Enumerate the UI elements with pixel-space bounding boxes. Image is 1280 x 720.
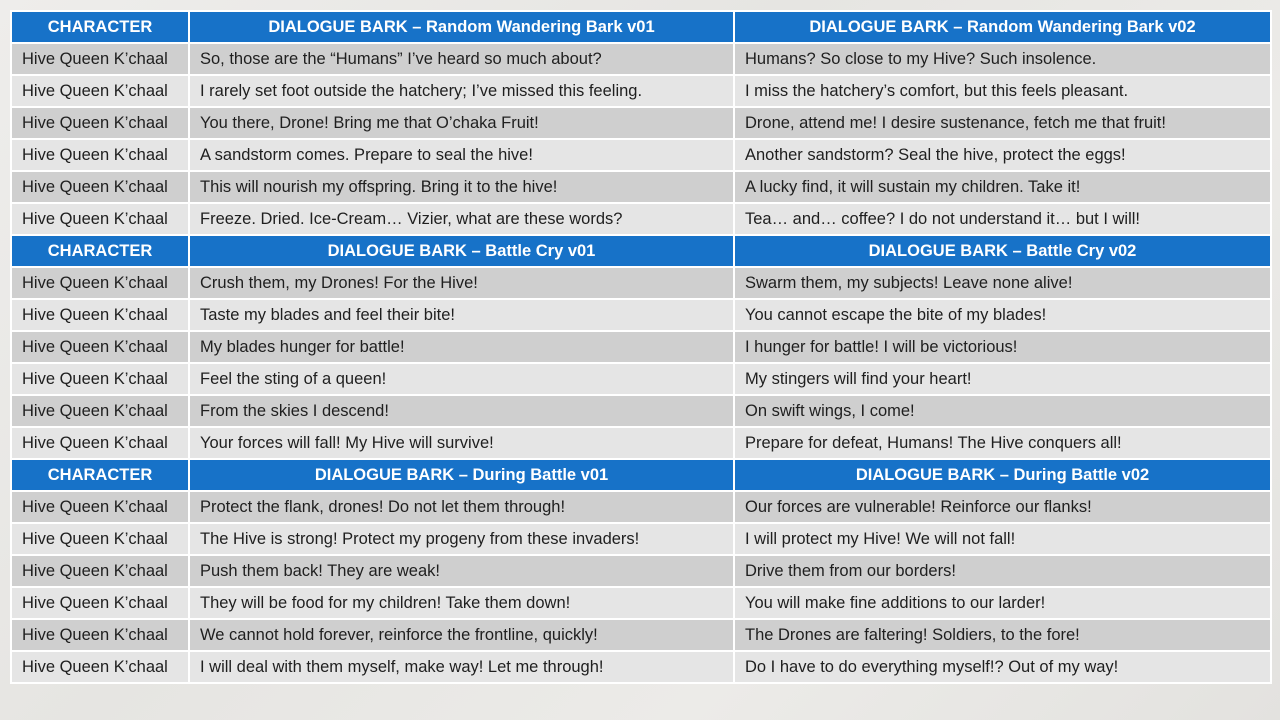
bark-v02-cell: Drive them from our borders! xyxy=(734,555,1271,587)
table-row xyxy=(11,75,1271,107)
bark-v02-cell: Drone, attend me! I desire sustenance, fetch me that fruit! xyxy=(734,107,1271,139)
table-row xyxy=(11,427,1271,459)
bark-v01-cell: So, those are the “Humans” I’ve heard so much about? xyxy=(189,43,734,75)
character-cell: Hive Queen K’chaal xyxy=(11,555,189,587)
bark-v02-cell: I will protect my Hive! We will not fall! xyxy=(734,523,1271,555)
character-cell: Hive Queen K’chaal xyxy=(11,171,189,203)
header-character: CHARACTER xyxy=(11,235,189,267)
bark-v02-cell: Do I have to do everything myself!? Out of my way! xyxy=(734,651,1271,683)
header-bark-v01: DIALOGUE BARK – Battle Cry v01 xyxy=(189,235,734,267)
bark-v01-cell: Protect the flank, drones! Do not let them through! xyxy=(189,491,734,523)
bark-v01-cell: I will deal with them myself, make way! Let me through! xyxy=(189,651,734,683)
bark-v02-cell: You cannot escape the bite of my blades! xyxy=(734,299,1271,331)
table-row xyxy=(11,587,1271,619)
bark-v01-cell: My blades hunger for battle! xyxy=(189,331,734,363)
character-cell: Hive Queen K’chaal xyxy=(11,651,189,683)
table-row xyxy=(11,331,1271,363)
bark-v02-cell: You will make fine additions to our larder! xyxy=(734,587,1271,619)
header-bark-v02: DIALOGUE BARK – During Battle v02 xyxy=(734,459,1271,491)
bark-v02-cell: Swarm them, my subjects! Leave none alive! xyxy=(734,267,1271,299)
table-row xyxy=(11,619,1271,651)
character-cell: Hive Queen K’chaal xyxy=(11,203,189,235)
character-cell: Hive Queen K’chaal xyxy=(11,619,189,651)
table-row xyxy=(11,43,1271,75)
bark-v02-cell: On swift wings, I come! xyxy=(734,395,1271,427)
character-cell: Hive Queen K’chaal xyxy=(11,427,189,459)
header-bark-v02: DIALOGUE BARK – Random Wandering Bark v02 xyxy=(734,11,1271,43)
character-cell: Hive Queen K’chaal xyxy=(11,331,189,363)
character-cell: Hive Queen K’chaal xyxy=(11,491,189,523)
section-header-row-battle-cry xyxy=(11,235,1271,267)
table-row xyxy=(11,555,1271,587)
table-row xyxy=(11,651,1271,683)
character-cell: Hive Queen K’chaal xyxy=(11,523,189,555)
bark-v01-cell: The Hive is strong! Protect my progeny from these invaders! xyxy=(189,523,734,555)
header-character: CHARACTER xyxy=(11,459,189,491)
bark-v02-cell: The Drones are faltering! Soldiers, to the fore! xyxy=(734,619,1271,651)
bark-v01-cell: Your forces will fall! My Hive will survive! xyxy=(189,427,734,459)
character-cell: Hive Queen K’chaal xyxy=(11,267,189,299)
section-header-row-during-battle xyxy=(11,459,1271,491)
table-row xyxy=(11,491,1271,523)
bark-v01-cell: I rarely set foot outside the hatchery; I’ve missed this feeling. xyxy=(189,75,734,107)
bark-v01-cell: Freeze. Dried. Ice-Cream… Vizier, what are these words? xyxy=(189,203,734,235)
character-cell: Hive Queen K’chaal xyxy=(11,139,189,171)
header-bark-v02: DIALOGUE BARK – Battle Cry v02 xyxy=(734,235,1271,267)
bark-v02-cell: Another sandstorm? Seal the hive, protect the eggs! xyxy=(734,139,1271,171)
table-row xyxy=(11,299,1271,331)
table-row xyxy=(11,139,1271,171)
bark-v02-cell: I miss the hatchery’s comfort, but this feels pleasant. xyxy=(734,75,1271,107)
header-bark-v01: DIALOGUE BARK – During Battle v01 xyxy=(189,459,734,491)
bark-v02-cell: Humans? So close to my Hive? Such insolence. xyxy=(734,43,1271,75)
bark-v01-cell: Feel the sting of a queen! xyxy=(189,363,734,395)
table-row xyxy=(11,171,1271,203)
bark-v02-cell: My stingers will find your heart! xyxy=(734,363,1271,395)
table-row xyxy=(11,267,1271,299)
bark-v01-cell: Crush them, my Drones! For the Hive! xyxy=(189,267,734,299)
bark-v01-cell: Push them back! They are weak! xyxy=(189,555,734,587)
bark-v02-cell: Prepare for defeat, Humans! The Hive conquers all! xyxy=(734,427,1271,459)
bark-v01-cell: A sandstorm comes. Prepare to seal the hive! xyxy=(189,139,734,171)
table-row xyxy=(11,395,1271,427)
table-row xyxy=(11,363,1271,395)
character-cell: Hive Queen K’chaal xyxy=(11,363,189,395)
character-cell: Hive Queen K’chaal xyxy=(11,395,189,427)
character-cell: Hive Queen K’chaal xyxy=(11,75,189,107)
table-row xyxy=(11,523,1271,555)
bark-v01-cell: Taste my blades and feel their bite! xyxy=(189,299,734,331)
table-row xyxy=(11,107,1271,139)
header-character: CHARACTER xyxy=(11,11,189,43)
bark-v02-cell: A lucky find, it will sustain my children. Take it! xyxy=(734,171,1271,203)
character-cell: Hive Queen K’chaal xyxy=(11,43,189,75)
header-bark-v01: DIALOGUE BARK – Random Wandering Bark v01 xyxy=(189,11,734,43)
bark-v01-cell: You there, Drone! Bring me that O’chaka Fruit! xyxy=(189,107,734,139)
character-cell: Hive Queen K’chaal xyxy=(11,587,189,619)
character-cell: Hive Queen K’chaal xyxy=(11,299,189,331)
bark-v02-cell: Our forces are vulnerable! Reinforce our flanks! xyxy=(734,491,1271,523)
bark-v01-cell: This will nourish my offspring. Bring it to the hive! xyxy=(189,171,734,203)
character-cell: Hive Queen K’chaal xyxy=(11,107,189,139)
bark-v01-cell: From the skies I descend! xyxy=(189,395,734,427)
bark-v01-cell: They will be food for my children! Take them down! xyxy=(189,587,734,619)
dialogue-bark-table xyxy=(10,10,1272,684)
section-header-row-random-wandering xyxy=(11,11,1271,43)
table-row xyxy=(11,203,1271,235)
bark-v02-cell: I hunger for battle! I will be victorious! xyxy=(734,331,1271,363)
bark-v01-cell: We cannot hold forever, reinforce the frontline, quickly! xyxy=(189,619,734,651)
bark-v02-cell: Tea… and… coffee? I do not understand it… but I will! xyxy=(734,203,1271,235)
